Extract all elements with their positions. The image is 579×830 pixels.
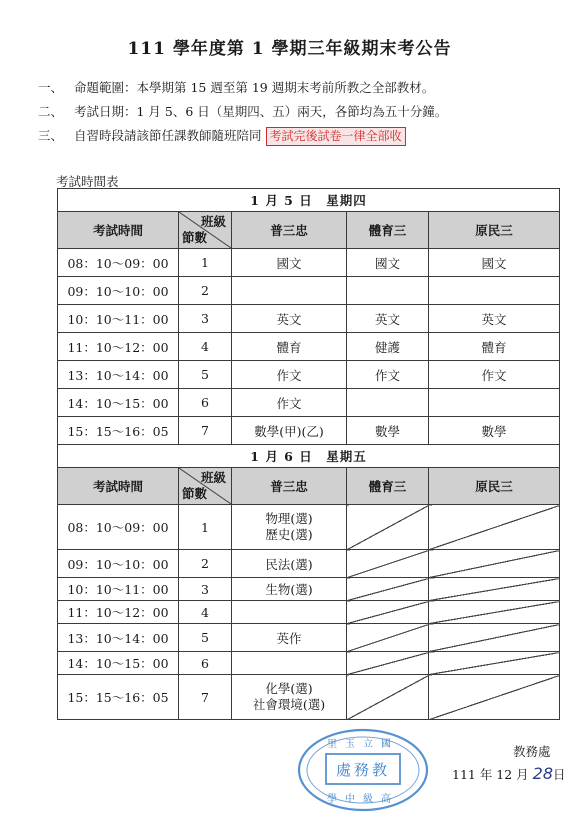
table-row xyxy=(58,277,560,305)
time-cell: 13：10～14：00 xyxy=(58,624,179,652)
time-cell: 08：10～09：00 xyxy=(58,249,179,277)
subject-cell: 生物(選) xyxy=(232,578,347,601)
table-row xyxy=(58,305,560,333)
crossed-out-cell xyxy=(429,578,560,601)
period-cell: 1 xyxy=(179,249,232,277)
table-row xyxy=(58,505,560,550)
time-cell: 15：15～16：05 xyxy=(58,675,179,720)
subject-cell xyxy=(232,601,347,624)
subject-line: 化學(選) xyxy=(265,681,313,696)
seal-center-text: 處務教 xyxy=(335,761,391,779)
page-title: 111 學年度第 1 學期三年級期末考公告 xyxy=(127,39,452,59)
crossed-out-cell xyxy=(347,675,429,720)
subject-cell: 英文 xyxy=(429,305,560,333)
period-cell: 4 xyxy=(179,333,232,361)
header-class-label: 班級 xyxy=(200,470,226,485)
header-class-2: 體育三 xyxy=(347,212,429,249)
period-cell: 4 xyxy=(179,601,232,624)
date-prefix: 111 年 12 月 xyxy=(452,767,529,782)
period-cell: 6 xyxy=(179,389,232,417)
subject-cell: 作文 xyxy=(232,389,347,417)
period-cell: 5 xyxy=(179,361,232,389)
subject-cell: 國文 xyxy=(347,249,429,277)
note-item-2 xyxy=(38,100,447,124)
period-cell: 1 xyxy=(179,505,232,550)
period-cell: 5 xyxy=(179,624,232,652)
note-text: 命題範圍：本學期第 15 週至第 19 週期末考前所教之全部教材。 xyxy=(74,80,435,95)
period-cell: 3 xyxy=(179,305,232,333)
time-cell: 10：10～11：00 xyxy=(58,578,179,601)
subject-cell: 體育 xyxy=(232,333,347,361)
time-cell: 09：10～10：00 xyxy=(58,277,179,305)
time-cell: 11：10～12：00 xyxy=(58,601,179,624)
issuer-signature: 教務處 xyxy=(513,744,551,759)
subject-cell xyxy=(429,277,560,305)
time-cell: 10：10～11：00 xyxy=(58,305,179,333)
subject-cell xyxy=(429,389,560,417)
crossed-out-cell xyxy=(429,601,560,624)
subject-cell: 民法(選) xyxy=(232,550,347,578)
period-cell: 3 xyxy=(179,578,232,601)
exam-schedule-table xyxy=(57,188,560,720)
time-cell: 09：10～10：00 xyxy=(58,550,179,578)
crossed-out-cell xyxy=(347,505,429,550)
subject-cell: 英文 xyxy=(232,305,347,333)
seal-top-text: 里玉立國 xyxy=(327,739,399,750)
note-item-1 xyxy=(38,76,447,100)
note-number: 二、 xyxy=(38,104,64,119)
crossed-out-cell xyxy=(429,652,560,675)
subject-cell: 作文 xyxy=(429,361,560,389)
time-cell: 14：10～15：00 xyxy=(58,389,179,417)
subject-cell: 數學 xyxy=(429,417,560,445)
time-cell: 11：10～12：00 xyxy=(58,333,179,361)
header-class-2: 體育三 xyxy=(347,468,429,505)
subject-line: 物理(選) xyxy=(265,511,313,526)
subject-cell: 體育 xyxy=(429,333,560,361)
subject-cell xyxy=(232,652,347,675)
table-row xyxy=(58,249,560,277)
table-row xyxy=(58,624,560,652)
time-cell: 08：10～09：00 xyxy=(58,505,179,550)
crossed-out-cell xyxy=(347,624,429,652)
table-row xyxy=(58,601,560,624)
subject-cell: 作文 xyxy=(232,361,347,389)
official-seal-stamp xyxy=(296,727,431,813)
note-number: 三、 xyxy=(38,128,64,143)
note-text: 考試日期：1 月 5、6 日（星期四、五）兩天，各節均為五十分鐘。 xyxy=(74,104,448,119)
date-day-handwritten: 28 xyxy=(532,764,554,783)
header-time: 考試時間 xyxy=(58,212,179,249)
table-row xyxy=(58,578,560,601)
time-cell: 14：10～15：00 xyxy=(58,652,179,675)
crossed-out-cell xyxy=(429,675,560,720)
subject-line: 社會環境(選) xyxy=(252,697,326,712)
header-class-1: 普三忠 xyxy=(232,212,347,249)
table-caption: 考試時間表 xyxy=(56,174,119,189)
table-row xyxy=(58,652,560,675)
subject-cell xyxy=(232,505,347,550)
column-header-row xyxy=(58,212,560,249)
day-title: 1 月 6 日 星期五 xyxy=(58,445,560,468)
crossed-out-cell xyxy=(429,550,560,578)
table-row xyxy=(58,675,560,720)
header-class-label: 班級 xyxy=(200,214,226,229)
period-cell: 7 xyxy=(179,675,232,720)
period-cell: 6 xyxy=(179,652,232,675)
subject-cell: 國文 xyxy=(232,249,347,277)
column-header-row xyxy=(58,468,560,505)
subject-cell: 國文 xyxy=(429,249,560,277)
crossed-out-cell xyxy=(347,601,429,624)
subject-cell: 作文 xyxy=(347,361,429,389)
subject-line: 歷史(選) xyxy=(265,527,313,542)
header-class-3: 原民三 xyxy=(429,212,560,249)
crossed-out-cell xyxy=(347,550,429,578)
crossed-out-cell xyxy=(347,652,429,675)
subject-cell: 數學(甲)(乙) xyxy=(232,417,347,445)
subject-cell: 數學 xyxy=(347,417,429,445)
crossed-out-cell xyxy=(347,578,429,601)
header-period-label: 節數 xyxy=(182,230,208,245)
subject-cell: 英文 xyxy=(347,305,429,333)
day-title: 1 月 5 日 星期四 xyxy=(58,189,560,212)
highlight-notice: 考試完後試卷一律全部收 xyxy=(266,127,406,146)
period-cell: 2 xyxy=(179,550,232,578)
header-time: 考試時間 xyxy=(58,468,179,505)
header-class-1: 普三忠 xyxy=(232,468,347,505)
table-row xyxy=(58,333,560,361)
time-cell: 15：15～16：05 xyxy=(58,417,179,445)
period-cell: 7 xyxy=(179,417,232,445)
header-class-period xyxy=(179,468,232,505)
subject-cell: 英作 xyxy=(232,624,347,652)
header-period-label: 節數 xyxy=(182,486,208,501)
crossed-out-cell xyxy=(429,505,560,550)
subject-cell: 健護 xyxy=(347,333,429,361)
table-row xyxy=(58,361,560,389)
note-item-3 xyxy=(38,124,447,148)
note-number: 一、 xyxy=(38,80,64,95)
header-class-3: 原民三 xyxy=(429,468,560,505)
date-suffix: 日 xyxy=(553,767,566,782)
header-class-period xyxy=(179,212,232,249)
table-row xyxy=(58,550,560,578)
subject-cell xyxy=(347,389,429,417)
seal-bottom-text: 學中級高 xyxy=(327,794,399,805)
issue-date xyxy=(452,764,566,783)
time-cell: 13：10～14：00 xyxy=(58,361,179,389)
subject-cell xyxy=(232,277,347,305)
table-row xyxy=(58,389,560,417)
notes-list xyxy=(38,76,447,148)
subject-cell xyxy=(232,675,347,720)
period-cell: 2 xyxy=(179,277,232,305)
table-row xyxy=(58,417,560,445)
crossed-out-cell xyxy=(429,624,560,652)
note-text: 自習時段請該節任課教師隨班陪同 xyxy=(74,128,262,143)
subject-cell xyxy=(347,277,429,305)
